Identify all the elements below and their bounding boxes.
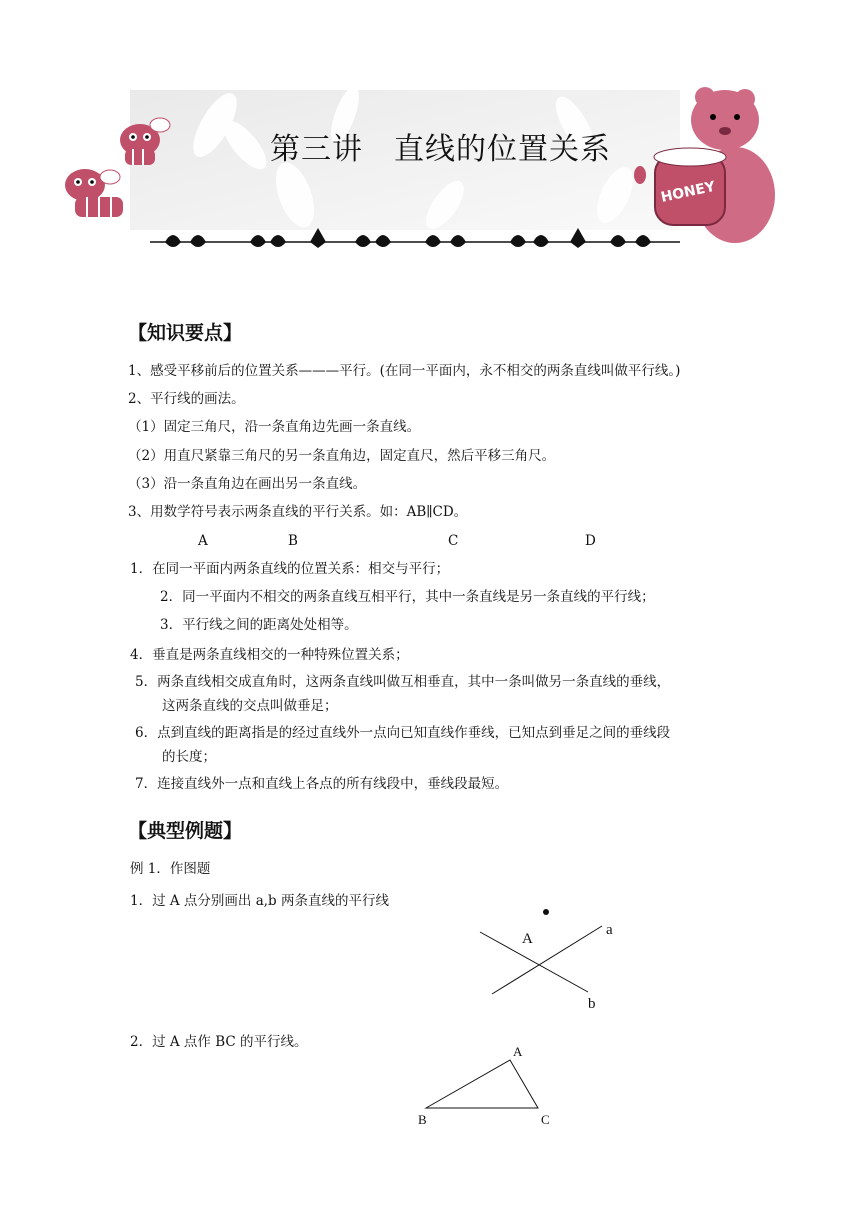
knowledge-line: 1、感受平移前后的位置关系———平行。(在同一平面内，永不相交的两条直线叫做平行线。)	[128, 363, 681, 379]
numbered-line: 的长度；	[162, 749, 216, 765]
knowledge-line: （3）沿一条直角边在画出另一条直线。	[128, 476, 367, 492]
title-banner	[55, 85, 815, 260]
numbered-line: 这两条直线的交点叫做垂足；	[162, 698, 338, 714]
fig2-label-b: B	[418, 1112, 427, 1124]
figure-triangle-abc	[412, 1042, 562, 1124]
section-heading-knowledge: 【知识要点】	[128, 322, 243, 344]
bee-icon	[65, 169, 123, 217]
fig1-label-line-a: a	[606, 922, 613, 938]
knowledge-line: （2）用直尺紧靠三角尺的另一条直角边，固定直尺，然后平移三角尺。	[128, 448, 556, 464]
numbered-line: 6．点到直线的距离指是的经过直线外一点向已知直线作垂线，已知点到垂足之间的垂线段	[135, 725, 671, 741]
example-line: 例 1．作图题	[130, 861, 211, 877]
fig1-label-a-point: A	[522, 931, 533, 947]
example-line: 2．过 A 点作 BC 的平行线。	[130, 1034, 308, 1050]
point-label-a: A	[198, 533, 208, 549]
section-heading-examples: 【典型例题】	[128, 820, 243, 842]
point-label-d: D	[585, 533, 596, 549]
numbered-line: 5．两条直线相交成直角时，这两条直线叫做互相垂直，其中一条叫做另一条直线的垂线，	[135, 674, 671, 690]
numbered-line: 2．同一平面内不相交的两条直线互相平行，其中一条直线是另一条直线的平行线；	[160, 589, 655, 605]
point-label-c: C	[448, 533, 459, 549]
knowledge-line: 3、用数学符号表示两条直线的平行关系。如：AB∥CD。	[128, 504, 468, 520]
triangle-abc	[426, 1060, 538, 1108]
knowledge-line: （1）固定三角尺，沿一条直角边先画一条直线。	[128, 419, 421, 435]
fig1-label-line-b: b	[588, 996, 596, 1010]
numbered-line: 7．连接直线外一点和直线上各点的所有线段中，垂线段最短。	[135, 776, 509, 792]
numbered-line: 4．垂直是两条直线相交的一种特殊位置关系；	[130, 647, 409, 663]
line-b	[480, 932, 588, 992]
numbered-line: 3．平行线之间的距离处处相等。	[160, 617, 358, 633]
page-title: 第三讲 直线的位置关系	[270, 132, 611, 167]
line-a	[492, 926, 602, 994]
figure-intersecting-lines	[470, 900, 630, 1010]
honey-label: HONEY	[659, 178, 717, 206]
numbered-line: 1．在同一平面内两条直线的位置关系：相交与平行；	[130, 561, 450, 577]
fig2-label-c: C	[541, 1112, 550, 1124]
fig2-label-a: A	[513, 1044, 523, 1059]
example-line: 1．过 A 点分别画出 a,b 两条直线的平行线	[130, 893, 389, 909]
point-a-dot	[543, 909, 549, 915]
point-label-b: B	[288, 533, 298, 549]
knowledge-line: 2、平行线的画法。	[128, 391, 245, 407]
